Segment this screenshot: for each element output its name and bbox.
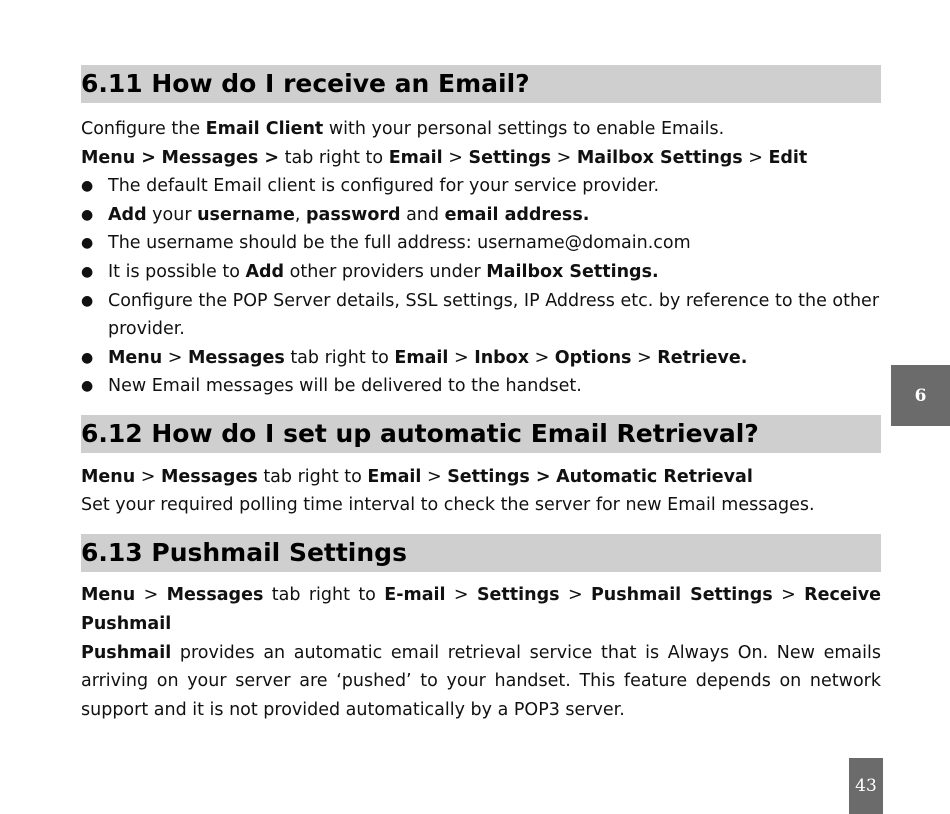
path-inbox: Inbox	[474, 348, 529, 368]
path-pushmail-settings: Pushmail Settings	[590, 585, 773, 605]
path-tab-text: tab right to	[279, 148, 389, 168]
path-messages: Messages	[161, 467, 258, 487]
path-sep: >	[529, 348, 555, 368]
path-settings: Settings	[468, 148, 552, 168]
intro-text-end: with your personal settings to enable Emails.	[323, 119, 725, 139]
intro-bold: Email Client	[205, 119, 324, 139]
path-mailbox-settings: Mailbox Settings	[576, 148, 743, 168]
pushmail-paragraph-line: arriving on your server are ‘pushed’ to your handset. This feature depends on network	[81, 671, 881, 691]
path-email: Email	[367, 467, 422, 487]
intro-line	[81, 117, 724, 141]
bullet-item-continuation: provider.	[108, 319, 185, 339]
path-tab-text: tab right to	[257, 467, 368, 487]
path-sep: >	[631, 348, 658, 368]
path-sep: >	[448, 348, 475, 368]
bullet-password: password	[305, 205, 401, 225]
bullet-item	[108, 260, 659, 284]
pushmail-text: provides an automatic email retrieval service that is Always On. New emails	[171, 643, 881, 663]
path-sep: >	[559, 585, 591, 605]
path-sep: >	[135, 467, 161, 487]
section-title-6-13: 6.13 Pushmail Settings	[81, 538, 407, 567]
path-settings: Settings >	[447, 467, 551, 487]
path-automatic-retrieval: Automatic Retrieval	[556, 467, 753, 487]
bullet-your: your	[146, 205, 198, 225]
bullet-item	[108, 346, 747, 370]
path-menu: Menu	[81, 585, 136, 605]
bullet-comma: ,	[294, 205, 306, 225]
path-sep: >	[445, 585, 477, 605]
path-menu: Menu >	[81, 148, 156, 168]
bullet-dot: ●	[81, 235, 94, 251]
path-sep: >	[135, 585, 167, 605]
path-email: E-mail	[384, 585, 446, 605]
bullet-item: The username should be the full address: username@domain.com	[108, 233, 691, 253]
bullet-and: and	[400, 205, 445, 225]
bullet-email-address: email address.	[444, 205, 590, 225]
bullet-item: Configure the POP Server details, SSL settings, IP Address etc. by reference to the other	[108, 291, 880, 311]
path-receive: Receive	[804, 585, 881, 605]
bullet-dot: ●	[81, 350, 94, 366]
path-messages: Messages	[166, 585, 264, 605]
bullet-dot: ●	[81, 178, 94, 194]
bullet-item: New Email messages will be delivered to the handset.	[108, 376, 582, 396]
path-tab-text: tab right to	[284, 348, 395, 368]
bullet-dot: ●	[81, 293, 94, 309]
path-edit: Edit	[768, 148, 808, 168]
bullet-add: Add	[108, 205, 147, 225]
bullet-username: username	[197, 205, 295, 225]
pushmail-paragraph-line: support and it is not provided automatically by a POP3 server.	[81, 700, 625, 720]
path-email: Email	[388, 148, 443, 168]
menu-path-6-13	[81, 583, 881, 607]
path-sep: >	[742, 148, 769, 168]
path-sep: >	[772, 585, 805, 605]
path-email: Email	[394, 348, 449, 368]
path-messages: Messages >	[161, 148, 280, 168]
bullet-dot: ●	[81, 264, 94, 280]
page-number: 43	[849, 758, 883, 814]
bullet-dot: ●	[81, 378, 94, 394]
path-messages: Messages	[188, 348, 285, 368]
bullet-dot: ●	[81, 207, 94, 223]
path-sep: >	[162, 348, 188, 368]
menu-path-continuation	[81, 612, 171, 636]
bullet-text-a: It is possible to	[108, 262, 246, 282]
path-sep: >	[442, 148, 469, 168]
bullet-text-b: other providers under	[284, 262, 487, 282]
path-menu: Menu	[108, 348, 163, 368]
path-menu: Menu	[81, 467, 136, 487]
bullet-mailbox-settings: Mailbox Settings.	[486, 262, 659, 282]
path-retrieve: Retrieve.	[657, 348, 748, 368]
path-tab-text: tab right to	[263, 585, 385, 605]
path-sep: >	[421, 467, 448, 487]
chapter-tab: 6	[891, 365, 950, 426]
bullet-item: The default Email client is configured for your service provider.	[108, 176, 660, 196]
path-pushmail: Pushmail	[81, 614, 172, 634]
section-title-6-12: 6.12 How do I set up automatic Email Retrieval?	[81, 419, 759, 448]
intro-text: Configure the	[81, 119, 206, 139]
bullet-add: Add	[245, 262, 285, 282]
path-settings: Settings	[476, 585, 560, 605]
pushmail-bold: Pushmail	[81, 643, 172, 663]
body-text: Set your required polling time interval to check the server for new Email messages.	[81, 495, 815, 515]
section-title-6-11: 6.11 How do I receive an Email?	[81, 69, 530, 98]
menu-path-6-11	[81, 146, 807, 170]
pushmail-paragraph-line	[81, 641, 881, 665]
path-options: Options	[554, 348, 632, 368]
bullet-item	[108, 203, 589, 227]
path-sep: >	[551, 148, 577, 168]
menu-path-6-12	[81, 465, 753, 489]
